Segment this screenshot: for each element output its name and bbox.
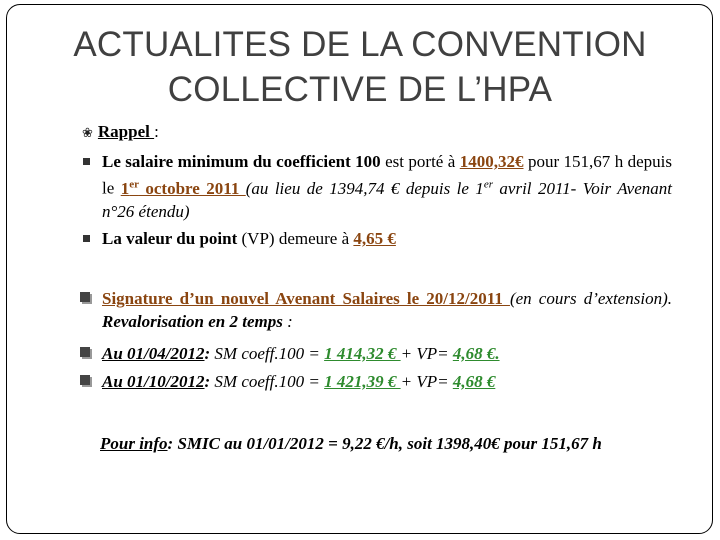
q-bullet-avril <box>102 342 672 365</box>
q2-vp-label: + VP= <box>400 344 453 363</box>
bullet1-amount: 1400,32€ <box>459 152 524 171</box>
square-bullet-icon <box>83 235 90 242</box>
q2-sm-value: 1 414,32 € <box>324 344 401 363</box>
rappel-heading <box>82 122 159 143</box>
title-line-2: COLLECTIVE DE L’HPA <box>167 70 553 109</box>
square-bullet-icon <box>83 158 90 165</box>
eye-bullet-icon: ❀ <box>82 125 93 140</box>
bullet-valeur-point <box>102 227 672 250</box>
q2-colon: : <box>204 344 211 363</box>
revalorisation-colon: : <box>282 312 293 331</box>
q-bullet-signature <box>102 287 672 333</box>
checkbox-bullet-icon <box>80 375 90 385</box>
bullet2-text-2: (VP) demeure à <box>237 229 354 248</box>
q3-colon: : <box>204 372 211 391</box>
q3-sm-value: 1 421,39 € <box>324 372 401 391</box>
title-line-1: ACTUALITES DE LA CONVENTION <box>73 25 647 64</box>
revalorisation-text: Revalorisation en 2 temps <box>102 312 283 331</box>
bullet-salaire-minimum <box>102 150 672 223</box>
rappel-label: Rappel <box>97 122 155 141</box>
checkbox-bullet-icon <box>80 347 90 357</box>
bullet1-date: 1er octobre 2011 <box>120 178 246 198</box>
q3-vp-label: + VP= <box>400 372 453 391</box>
info-text: : SMIC au 01/01/2012 = 9,22 €/h, soit 1398,40€ pour 151,67 h <box>167 434 602 453</box>
bullet2-amount: 4,65 € <box>353 229 396 248</box>
q3-date: Au 01/10/2012 <box>102 372 205 391</box>
extension-text: (en cours d’extension). <box>509 289 672 308</box>
q-bullet-octobre <box>102 370 672 393</box>
bullet1-text-1: Le salaire minimum du coefficient 100 <box>102 152 381 171</box>
q3-vp-value: 4,68 € <box>452 372 496 391</box>
info-label: Pour info <box>100 434 168 453</box>
q3-sm-label: SM coeff.100 = <box>210 372 325 391</box>
bullet1-text-3: pour 151,67 h depuis le <box>102 152 673 198</box>
bullet2-text-1: La valeur du point <box>102 229 238 248</box>
info-note <box>100 432 680 455</box>
bullet1-text-2: est porté à <box>380 152 460 171</box>
signature-text: Signature d’un nouvel Avenant Salaires le 20/12/2011 <box>102 289 510 308</box>
slide-title <box>0 22 720 112</box>
rappel-colon: : <box>154 122 159 141</box>
bullet1-note: (au lieu de 1394,74 € depuis le 1er avril 2011- Voir Avenant n°26 étendu) <box>102 178 672 221</box>
q2-vp-value: 4,68 €. <box>452 344 500 363</box>
checkbox-bullet-icon <box>80 292 90 302</box>
q2-date: Au 01/04/2012 <box>102 344 205 363</box>
q2-sm-label: SM coeff.100 = <box>210 344 325 363</box>
